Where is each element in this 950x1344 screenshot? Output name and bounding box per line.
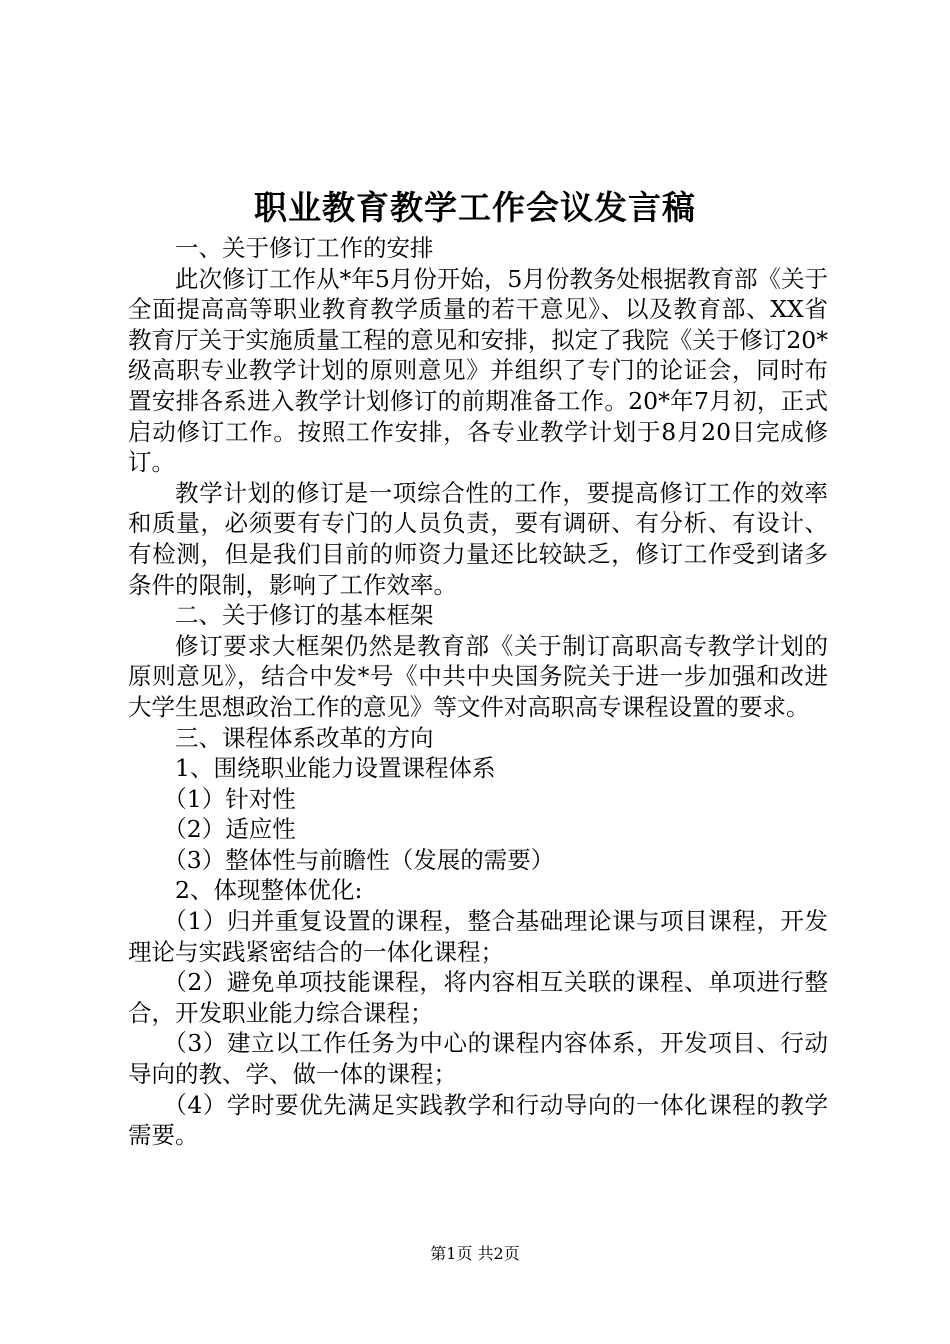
page-footer: 第1页 共2页 bbox=[430, 1244, 520, 1263]
paragraph: 修订要求大框架仍然是教育部《关于制订高职高专教学计划的原则意见》，结合中发*号《中共中央国务院关于进一步加强和改进大学生思想政治工作的意见》等文件对高职高专课程设置的要求。 bbox=[128, 631, 828, 721]
paragraph: 教学计划的修订是一项综合性的工作，要提高修订工作的效率和质量，必须要有专门的人员负责，要有调研、有分析、有设计、有检测，但是我们目前的师资力量还比较缺乏，修订工作受到诸多条件的限制，影响了工作效率。 bbox=[128, 478, 828, 599]
list-item: （2）适应性 bbox=[163, 815, 296, 844]
list-item: （1）针对性 bbox=[163, 784, 296, 813]
list-item: （1）归并重复设置的课程，整合基础理论课与项目课程，开发理论与实践紧密结合的一体化课程； bbox=[128, 907, 828, 966]
section-heading-3: 三、课程体系改革的方向 bbox=[175, 723, 434, 752]
list-item: （4）学时要优先满足实践教学和行动导向的一体化课程的教学需要。 bbox=[128, 1090, 828, 1150]
document-title: 职业教育教学工作会议发言稿 bbox=[254, 188, 696, 227]
section-heading-2: 二、关于修订的基本框架 bbox=[175, 601, 434, 630]
list-item: （3）建立以工作任务为中心的课程内容体系，开发项目、行动导向的教、学、做一体的课程； bbox=[128, 1029, 828, 1089]
document-body bbox=[128, 233, 828, 1151]
list-item: 2、体现整体优化: bbox=[175, 876, 363, 905]
section-heading-1: 一、关于修订工作的安排 bbox=[175, 234, 434, 262]
paragraph: 此次修订工作从*年5月份开始，5月份教务处根据教育部《关于全面提高高等职业教育教学质量的若干意见》、以及教育部、XX省教育厅关于实施质量工程的意见和安排，拟定了我院《关于修订20*级高职专业教学计划的原则意见》并组织了专门的论证会，同时布置安排各系进入教学计划修订的前期准备工作。20*年7月初，正式启动修订工作。按照工作安排，各专业教学计划于8月20日完成修订。 bbox=[128, 264, 828, 477]
list-item: 1、围绕职业能力设置课程体系 bbox=[175, 754, 496, 783]
list-item: （3）整体性与前瞻性（发展的需要） bbox=[163, 845, 555, 874]
list-item: （2）避免单项技能课程，将内容相互关联的课程、单项进行整合，开发职业能力综合课程； bbox=[128, 968, 828, 1027]
